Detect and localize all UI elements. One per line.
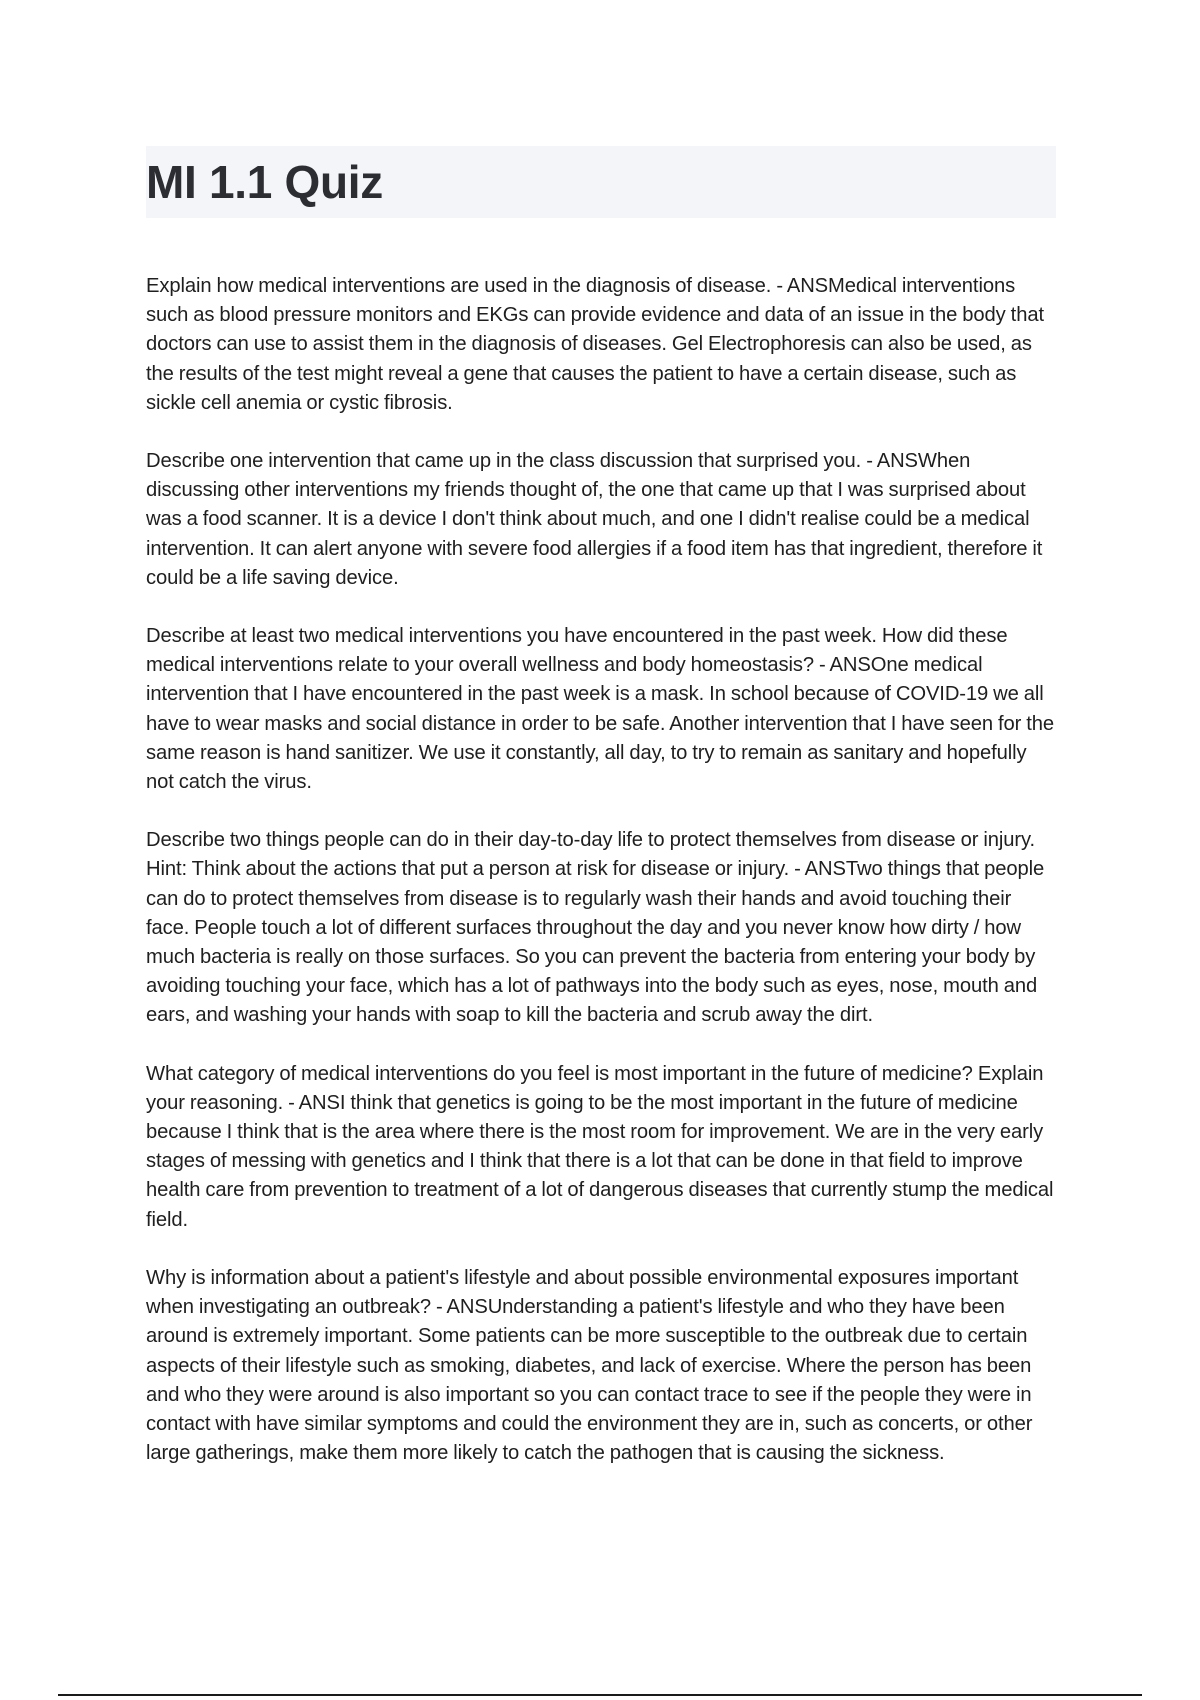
footer-divider [58,1694,1142,1696]
page-title: MI 1.1 Quiz [146,156,383,208]
qa-paragraph: Describe one intervention that came up in the class discussion that surprised you. - ANSWhen discussing other interventions my friends thought of, the one that came up that I was surprised about was a food scanner. It is a device I don't think about much, and one I didn't realise could be a medical intervention. It can alert anyone with severe food allergies if a food item has that ingredient, therefore it could be a life saving device. [146,450,1043,589]
qa-paragraph: Why is information about a patient's lifestyle and about possible environmental exposures important when investigating an outbreak? - ANSUnderstanding a patient's lifestyle and who they have been around is extremely important. Some patients can be more susceptible to the outbreak due to certain aspects of their lifestyle such as smoking, diabetes, and lack of exercise. Where the person has been and who they were around is also important so you can contact trace to see if the people they were in contact with have similar symptoms and could the environment they are in, such as concerts, or other large gatherings, make them more likely to catch the pathogen that is causing the sickness. [146,1266,1033,1465]
document-body [146,272,1056,1497]
qa-paragraph: Describe at least two medical interventions you have encountered in the past week. How did these medical interventions relate to your overall wellness and body homeostasis? - ANSOne medical intervention that I have encountered in the past week is a mask. In school because of COVID-19 we all have to wear masks and social distance in order to be safe. Another intervention that I have seen for the same reason is hand sanitizer. We use it constantly, all day, to try to remain as sanitary and hopefully not catch the virus. [146,625,1055,794]
title-banner [146,146,1056,218]
qa-paragraph: What category of medical interventions do you feel is most important in the future of medicine? Explain your reasoning. - ANSI think that genetics is going to be the most important in the future of medicine because I think that is the area where there is the most room for improvement. We are in the very early stages of messing with genetics and I think that there is a lot that can be done in that field to improve health care from prevention to treatment of a lot of dangerous diseases that currently stump the medical field. [146,1062,1054,1231]
qa-paragraph: Describe two things people can do in their day-to-day life to protect themselves from disease or injury. Hint: Think about the actions that put a person at risk for disease or injury. - ANSTwo things that people can do to protect themselves from disease is to regularly wash their hands and avoid touching their face. People touch a lot of different surfaces throughout the day and you never know how dirty / how much bacteria is really on those surfaces. So you can prevent the bacteria from entering your body by avoiding touching your face, which has a lot of pathways into the body such as eyes, nose, mouth and ears, and washing your hands with soap to kill the bacteria and scrub away the dirt. [146,829,1045,1027]
qa-paragraph: Explain how medical interventions are used in the diagnosis of disease. - ANSMedical interventions such as blood pressure monitors and EKGs can provide evidence and data of an issue in the body that doctors can use to assist them in the diagnosis of diseases. Gel Electrophoresis can also be used, as the results of the test might reveal a gene that causes the patient to have a certain disease, such as sickle cell anemia or cystic fibrosis. [146,275,1044,414]
